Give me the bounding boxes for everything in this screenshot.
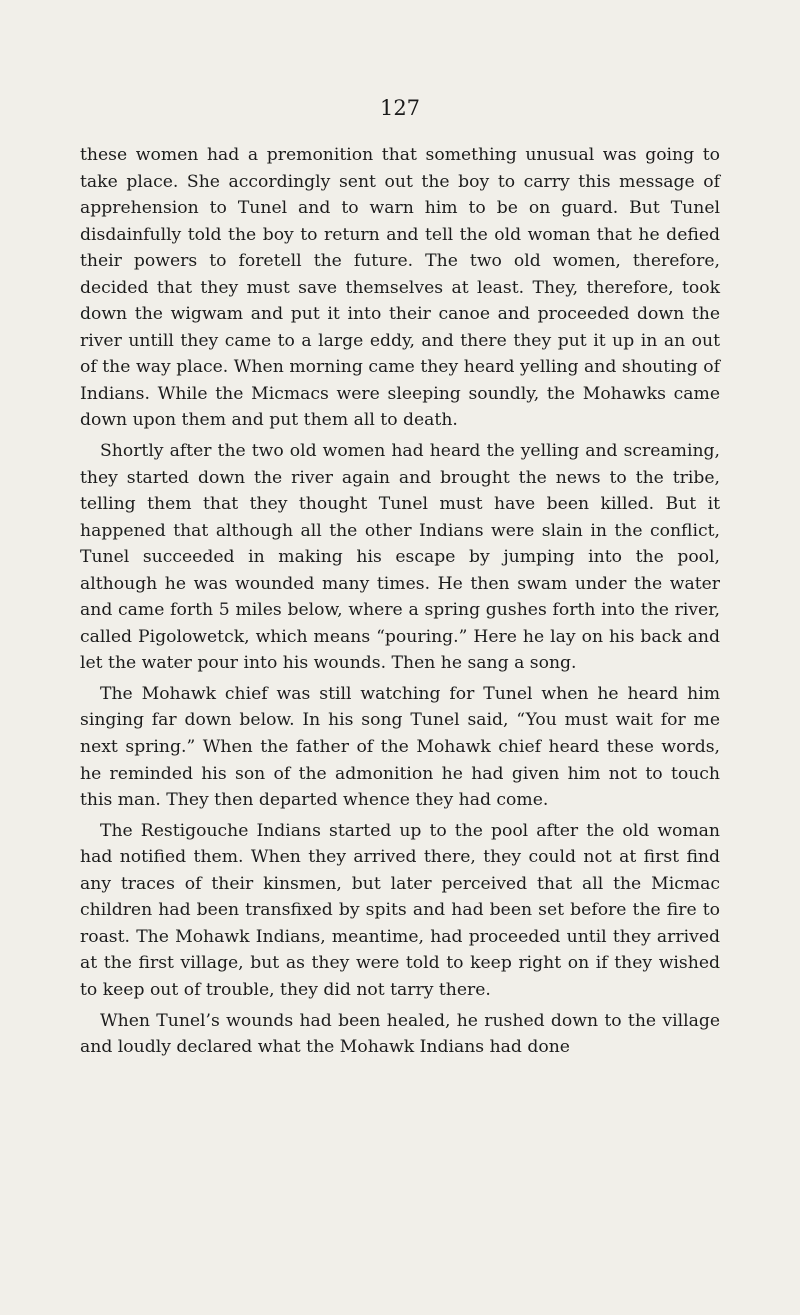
- page-number: 127: [379, 96, 421, 120]
- paragraph-5: When Tunel’s wounds had been healed, he rushed down to the village and loudly declared what the Mohawk Indians had done: [80, 1010, 720, 1058]
- paragraph-3: The Mohawk chief was still watching for Tunel when he heard him singing far down below. In his song Tunel said, “You must wait for me next spring.” When the father of the Mohawk chief heard these words, he reminded his son of the admonition he had given him not to touch this man. They then departed whence they had come.: [80, 683, 720, 811]
- body-text: [80, 142, 720, 1065]
- paragraph-2: Shortly after the two old women had heard the yelling and screaming, they started down the river again and brought the news to the tribe, telling them that they thought Tunel must have been killed. But it happened that although all the other Indians were slain in the conflict, Tunel succeeded in making his escape by jumping into the pool, although he was wounded many times. He then swam under the water and came forth 5 miles below, where a spring gushes forth into the river, called Pigolowetck, which means “pouring.” Here he lay on his back and let the water pour into his wounds. Then he sang a song.: [80, 441, 720, 674]
- paragraph-1: these women had a premonition that something unusual was going to take place. She accordingly sent out the boy to carry this message of apprehension to Tunel and to warn him to be on guard. But Tunel disdainfully told the boy to return and tell the old woman that he defied their powers to foretell the future. The two old women, therefore, decided that they must save themselves at least. They, therefore, took down the wigwam and put it into their canoe and proceeded down the river untill they came to a large eddy, and there they put it up in an out of the way place. When morning came they heard yelling and shouting of Indians. While the Micmacs were sleeping soundly, the Mohawks came down upon them and put them all to death.: [80, 145, 720, 431]
- paragraph-4: The Restigouche Indians started up to the pool after the old woman had notified them. When they arrived there, they could not at first find any traces of their kinsmen, but later perceived that all the Micmac children had been transfixed by spits and had been set before the fire to roast. The Mohawk Indians, meantime, had proceeded until they arrived at the first village, but as they were told to keep right on if they wished to keep out of trouble, they did not tarry there.: [80, 820, 720, 1000]
